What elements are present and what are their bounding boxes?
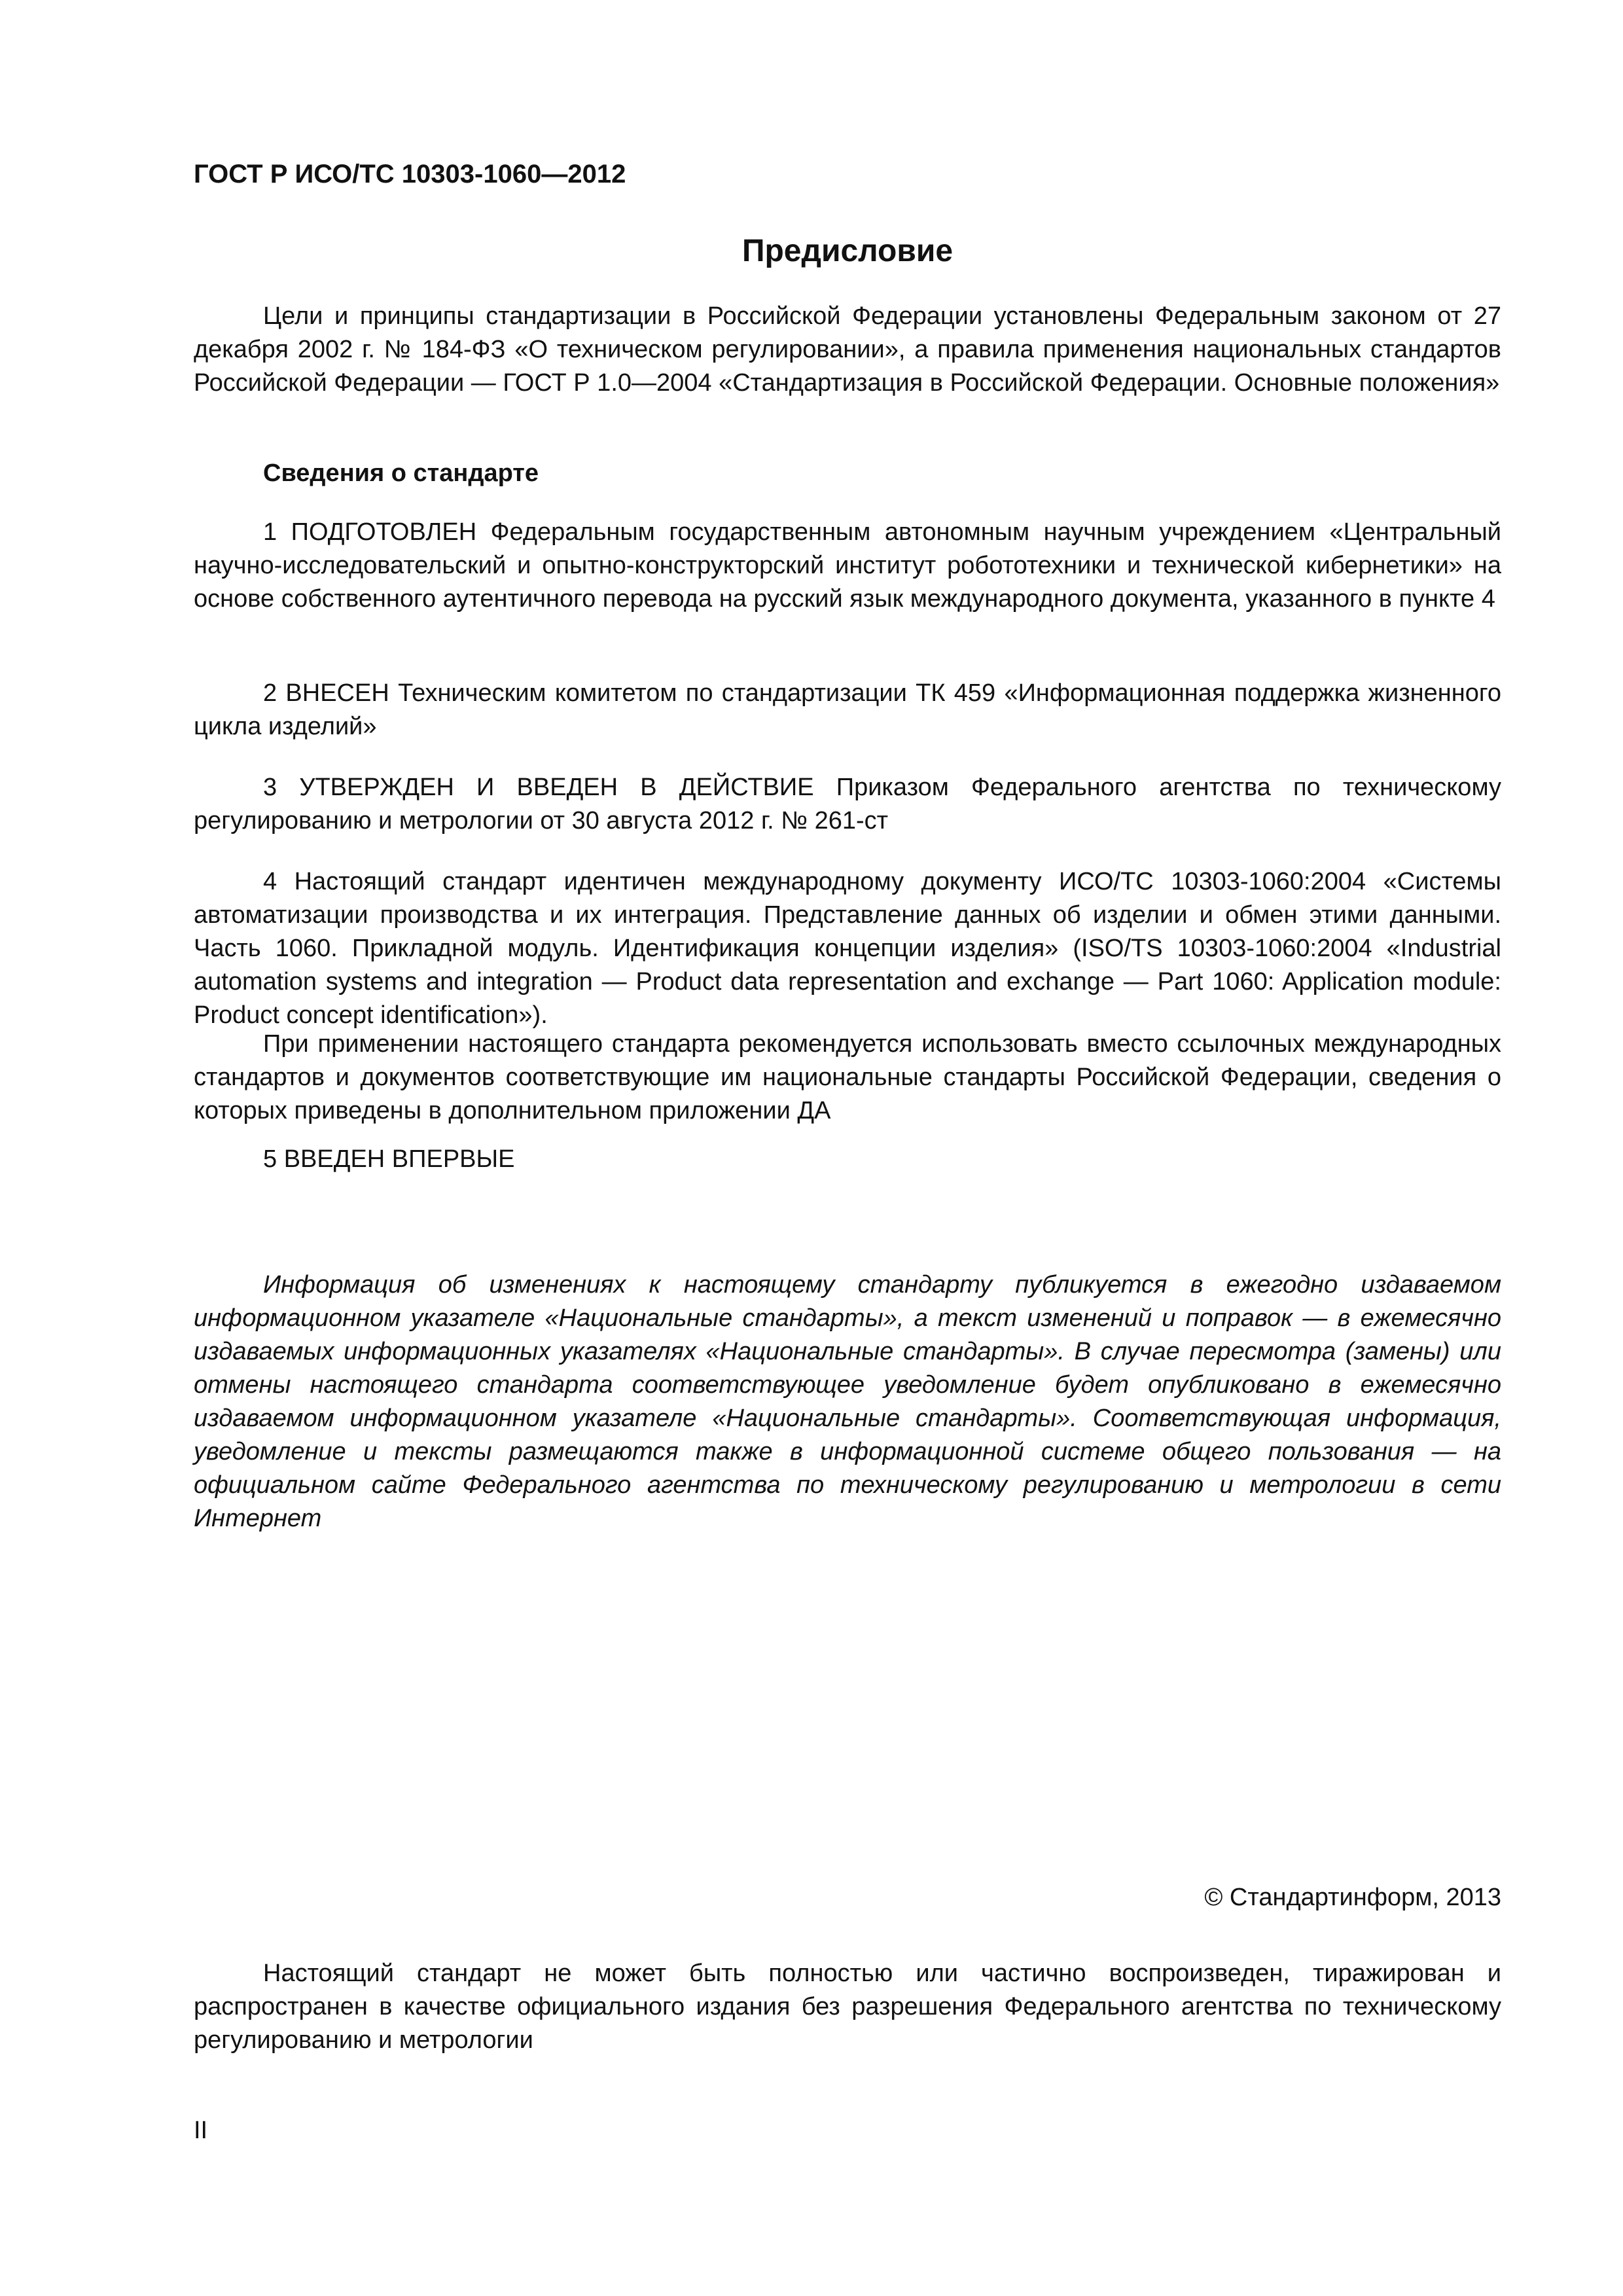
info-item-first-introduced: 5 ВВЕДЕН ВПЕРВЫЕ — [263, 1145, 515, 1173]
page-title: Предисловие — [741, 234, 954, 268]
info-item-application-note: При применении настоящего стандарта рекомендуется использовать вместо ссылочных международных стандартов и документов соответствующие им национальные стандарты Российской Федерации, сведения о которых приведены в дополнительном приложении ДА — [194, 1030, 1501, 1124]
changes-notice: Информация об изменениях к настоящему стандарту публикуется в ежегодно издаваемом информационном указателе «Национальные стандарты», а текст изменений и поправок — в ежемесячно издаваемых информационных указателях «Национальные стандарты». В случае пересмотра (замены) или отмены настоящего стандарта соответствующее уведомление будет опубликовано в ежемесячно издаваемом информационном указателе «Национальные стандарты». Соответствующая информация, уведомление и тексты размещаются также в информационной системе общего пользования — на официальном сайте Федерального агентства по техническому регулированию и метрологии в сети Интернет — [194, 1271, 1501, 1532]
page-number: II — [194, 2117, 208, 2144]
copyright: © Стандартинформ, 2013 — [1204, 1884, 1501, 1911]
reproduction-restriction: Настоящий стандарт не может быть полностью или частично воспроизведен, тиражирован и распространен в качестве официального издания без разрешения Федерального агентства по техническому регулированию и метрологии — [194, 1960, 1501, 2054]
intro-paragraph: Цели и принципы стандартизации в Российской Федерации установлены Федеральным законом от 27 декабря 2002 г. № 184-ФЗ «О техническом регулировании», а правила применения национальных стандартов Российской Федерации — ГОСТ Р 1.0—2004 «Стандартизация в Российской Федерации. Основные положения» — [194, 302, 1501, 397]
standard-info-heading: Сведения о стандарте — [263, 459, 539, 487]
info-item-prepared: 1 ПОДГОТОВЛЕН Федеральным государственным автономным научным учреждением «Центральный научно-исследовательский и опытно-конструкторский институт робототехники и технической кибернетики» на основе собственного аутентичного перевода на русский язык международного документа, указанного в пункте 4 — [194, 518, 1501, 613]
info-item-identical: 4 Настоящий стандарт идентичен международному документу ИСО/ТС 10303-1060:2004 «Системы автоматизации производства и их интеграция. Представление данных об изделии и обмен этими данными. Часть 1060. Прикладной модуль. Идентификация концепции изделия» (ISO/TS 10303-1060:2004 «Industrial automation systems and integration — Product data representation and exchange — Part 1060: Application module: Product concept identification»). — [194, 868, 1501, 1029]
info-item-approved: 3 УТВЕРЖДЕН И ВВЕДЕН В ДЕЙСТВИЕ Приказом Федерального агентства по техническому регулированию и метрологии от 30 августа 2012 г. № 261-ст — [194, 774, 1501, 834]
info-item-submitted: 2 ВНЕСЕН Техническим комитетом по стандартизации ТК 459 «Информационная поддержка жизненного цикла изделий» — [194, 679, 1501, 740]
document-code: ГОСТ Р ИСО/ТС 10303-1060—2012 — [194, 160, 626, 188]
